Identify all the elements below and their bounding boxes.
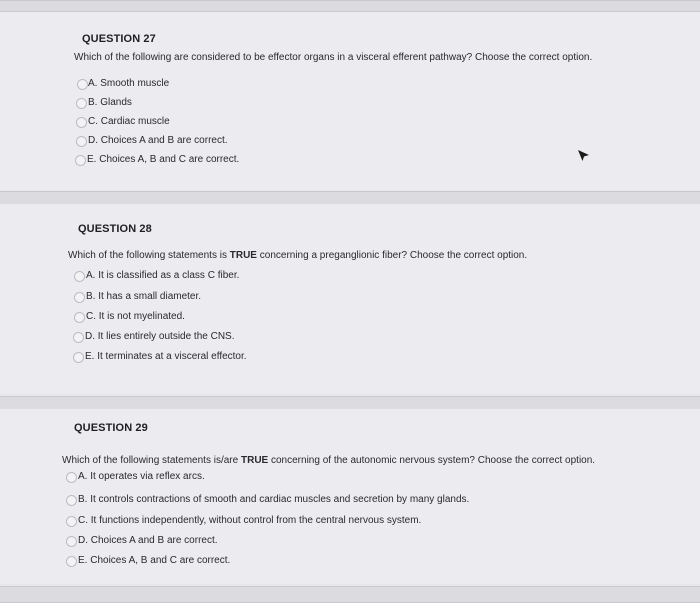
- q29-option-b[interactable]: B. It controls contractions of smooth and cardiac muscles and secretion by many glands.: [78, 494, 470, 505]
- q27-option-a[interactable]: A. Smooth muscle: [88, 78, 170, 89]
- bottom-divider: [0, 586, 700, 603]
- q27-option-b[interactable]: B. Glands: [88, 97, 132, 108]
- q28-option-e[interactable]: E. It terminates at a visceral effector.: [85, 351, 247, 362]
- q29-option-e-radio[interactable]: [66, 556, 77, 567]
- q27-option-e-radio[interactable]: [75, 155, 86, 166]
- q27-option-c-radio[interactable]: [76, 117, 87, 128]
- q29-text-end: concerning of the autonomic nervous system? Choose the correct option.: [268, 455, 596, 466]
- q29-option-a[interactable]: A. It operates via reflex arcs.: [78, 471, 205, 482]
- question-27-block: [0, 12, 700, 190]
- question-28-text: [68, 250, 527, 261]
- q28-option-d[interactable]: D. It lies entirely outside the CNS.: [85, 331, 235, 342]
- question-27-title: QUESTION 27: [82, 33, 156, 45]
- question-29-block: [0, 409, 700, 584]
- q28-option-b-radio[interactable]: [74, 292, 85, 303]
- top-divider: [0, 0, 700, 12]
- q27-option-e[interactable]: E. Choices A, B and C are correct.: [87, 154, 240, 165]
- q29-option-a-radio[interactable]: [66, 472, 77, 483]
- q28-text-start: Which of the following statements is: [68, 250, 230, 261]
- q29-option-c[interactable]: C. It functions independently, without control from the central nervous system.: [78, 515, 422, 526]
- question-27-text: Which of the following are considered to be effector organs in a visceral efferent pathway? Choose the correct option.: [74, 52, 593, 63]
- q29-text-start: Which of the following statements is/are: [62, 455, 241, 466]
- q28-text-emphasis: TRUE: [229, 250, 257, 261]
- q27-option-c[interactable]: C. Cardiac muscle: [88, 116, 170, 127]
- question-29-title: QUESTION 29: [74, 422, 148, 434]
- q28-option-d-radio[interactable]: [73, 332, 84, 343]
- q28-option-a-radio[interactable]: [74, 271, 85, 282]
- q29-option-d-radio[interactable]: [66, 536, 77, 547]
- q28-option-c[interactable]: C. It is not myelinated.: [86, 311, 185, 322]
- q28-text-end: concerning a preganglionic fiber? Choose the correct option.: [256, 250, 528, 261]
- q28-option-a[interactable]: A. It is classified as a class C fiber.: [86, 270, 240, 281]
- question-28-block: [0, 204, 700, 394]
- divider-28-29: [0, 396, 700, 410]
- q29-option-b-radio[interactable]: [66, 495, 77, 506]
- q28-option-c-radio[interactable]: [74, 312, 85, 323]
- q29-option-c-radio[interactable]: [66, 516, 77, 527]
- q27-option-a-radio[interactable]: [77, 79, 88, 90]
- q29-option-d[interactable]: D. Choices A and B are correct.: [78, 535, 218, 546]
- q27-option-d[interactable]: D. Choices A and B are correct.: [88, 135, 228, 146]
- question-29-text: [62, 455, 595, 466]
- q28-option-b[interactable]: B. It has a small diameter.: [86, 291, 202, 302]
- mouse-pointer-icon: [577, 149, 591, 163]
- question-28-title: QUESTION 28: [78, 223, 152, 235]
- q29-text-emphasis: TRUE: [240, 455, 269, 466]
- q27-option-b-radio[interactable]: [76, 98, 87, 109]
- q27-option-d-radio[interactable]: [76, 136, 87, 147]
- q28-option-e-radio[interactable]: [73, 352, 84, 363]
- q29-option-e[interactable]: E. Choices A, B and C are correct.: [78, 555, 231, 566]
- divider-27-28: [0, 191, 700, 205]
